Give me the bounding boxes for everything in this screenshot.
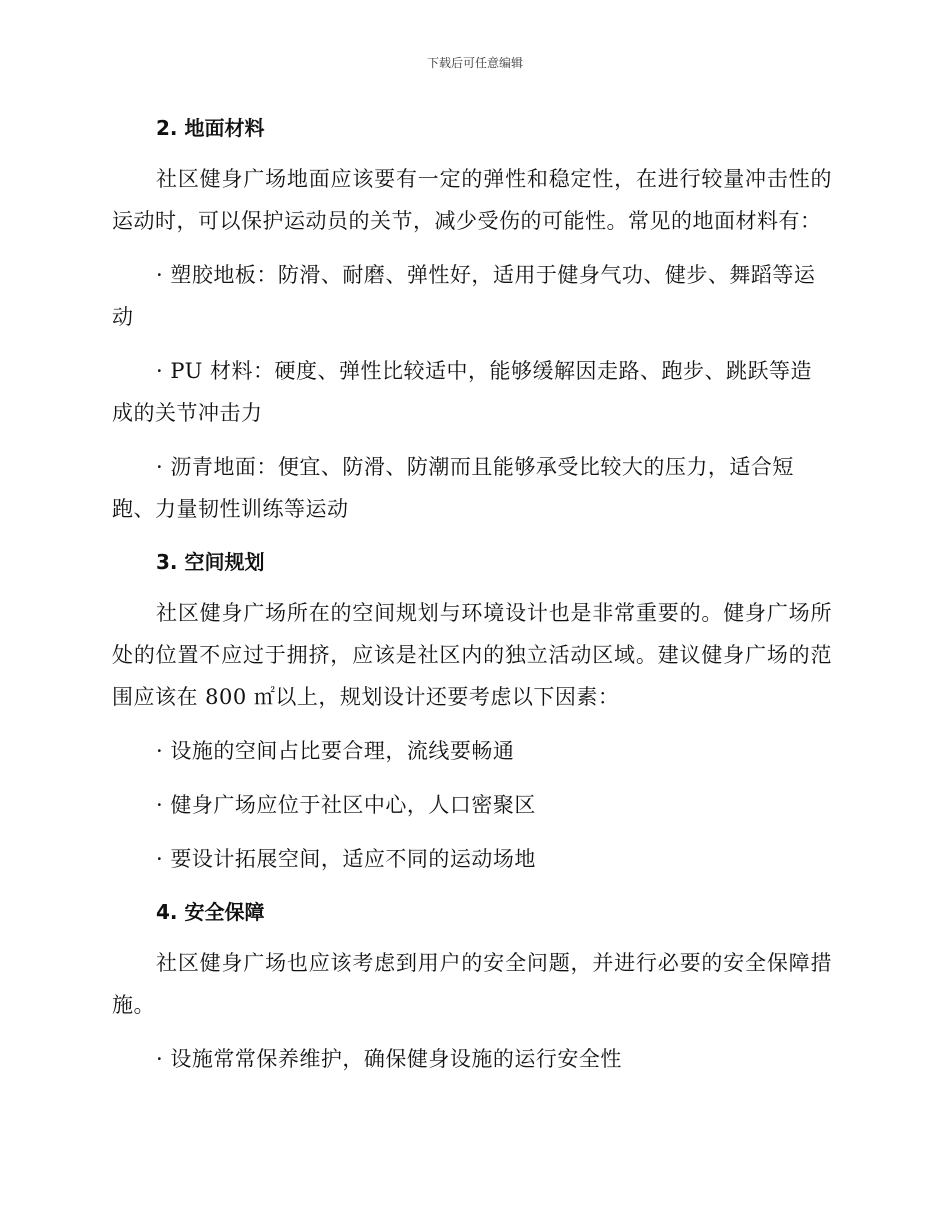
- section-heading: 2. 地面材料: [156, 116, 265, 140]
- page-header-note: 下载后可任意编辑: [426, 56, 523, 70]
- section-heading: 4. 安全保障: [156, 900, 265, 924]
- bullet-item: · 健身广场应位于社区中心，人口密聚区: [156, 793, 536, 817]
- section-paragraph: 社区健身广场所在的空间规划与环境设计也是非常重要的。健身广场所处的位置不应过于拥挤，应该是社区内的独立活动区域。建议健身广场的范围应该在 800 ㎡以上，规划设计还要考虑以下因素：: [112, 601, 832, 709]
- section-space-planning: [112, 542, 832, 880]
- section-ground-materials: [112, 108, 832, 530]
- bullet-item: · 设施的空间占比要合理，流线要畅通: [156, 739, 515, 763]
- bullet-item: · 塑胶地板：防滑、耐磨、弹性好，适用于健身气功、健步、舞蹈等运动: [112, 263, 816, 329]
- bullet-item: · PU 材料：硬度、弹性比较适中，能够缓解因走路、跑步、跳跃等造成的关节冲击力: [112, 359, 812, 425]
- section-heading: 3. 空间规划: [156, 550, 265, 574]
- document-body: [112, 108, 832, 1092]
- section-paragraph: 社区健身广场地面应该要有一定的弹性和稳定性，在进行较量冲击性的运动时，可以保护运动员的关节，减少受伤的可能性。常见的地面材料有：: [112, 167, 832, 233]
- bullet-item: · 沥青地面：便宜、防滑、防潮而且能够承受比较大的压力，适合短跑、力量韧性训练等运动: [112, 455, 794, 521]
- bullet-item: · 要设计拓展空间，适应不同的运动场地: [156, 847, 536, 871]
- section-paragraph: 社区健身广场也应该考虑到用户的安全问题，并进行必要的安全保障措施。: [112, 951, 832, 1017]
- section-safety: [112, 892, 832, 1080]
- bullet-item: · 设施常常保养维护，确保健身设施的运行安全性: [156, 1047, 622, 1071]
